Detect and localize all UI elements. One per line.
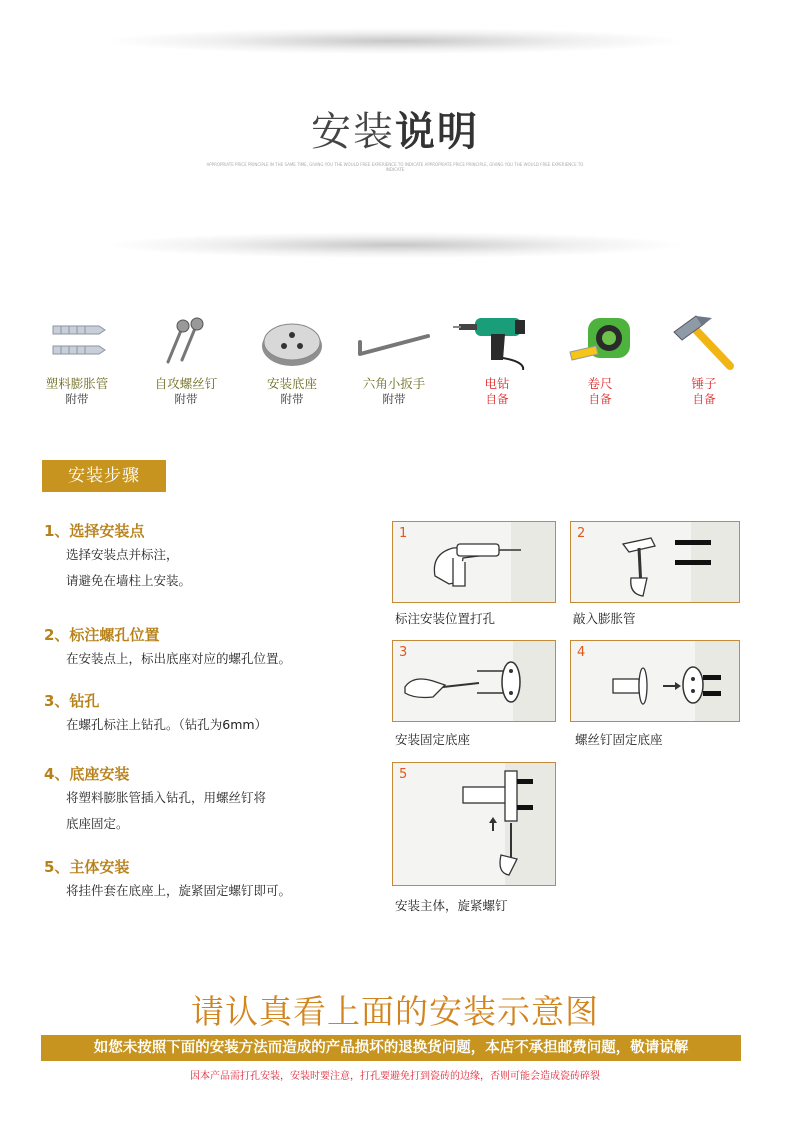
drill-icon (445, 310, 549, 370)
screw-icon (134, 310, 238, 370)
tool-status: 附带 (280, 392, 304, 406)
diagram-2 (570, 521, 740, 603)
tool-status: 自备 (485, 392, 509, 406)
wall-anchor-icon (25, 310, 129, 370)
tool-name: 电钻 (484, 376, 510, 391)
diagram-3 (392, 640, 556, 722)
step-line: 底座固定。 (66, 816, 129, 831)
diagram-number: 1 (399, 526, 408, 541)
tool-status: 自备 (588, 392, 612, 406)
tape-measure-icon (548, 310, 652, 370)
tool-name: 安装底座 (266, 376, 317, 391)
tool-name: 六角小扳手 (362, 376, 426, 391)
tool-status: 附带 (65, 392, 89, 406)
diagram-1 (392, 521, 556, 603)
step-title: 1、选择安装点 (44, 522, 145, 540)
step-5 (44, 856, 364, 904)
tool-hex-key (342, 310, 446, 407)
page-title: 安装说明 (311, 109, 479, 155)
step-title: 4、底座安装 (44, 765, 130, 783)
section-label: 安装步骤 (42, 460, 166, 492)
diagram-number: 4 (577, 645, 586, 660)
step-line: 在安装点上，标出底座对应的螺孔位置。 (66, 651, 292, 666)
header-bottom-shadow (110, 232, 680, 258)
tools-row (0, 310, 790, 420)
tool-status: 附带 (382, 392, 406, 406)
step-line: 将挂件套在底座上，旋紧固定螺钉即可。 (66, 883, 292, 898)
hex-key-icon (342, 310, 446, 370)
step-title: 2、标注螺孔位置 (44, 626, 160, 644)
page-header (0, 0, 790, 260)
step-line: 请避免在墙柱上安装。 (66, 573, 192, 588)
tool-status: 附带 (174, 392, 198, 406)
diagram-4 (570, 640, 740, 722)
step-1 (44, 520, 364, 594)
tool-base-plate (240, 310, 344, 407)
diagram-number: 2 (577, 526, 586, 541)
diagram-caption: 螺丝钉固定底座 (575, 732, 663, 747)
diagram-caption: 敲入膨胀管 (573, 611, 636, 626)
header-top-shadow (110, 28, 680, 54)
tool-screw (134, 310, 238, 407)
header-fine-print: APPROPRIATE PRICE PRINCIPLE IN THE SAME TIME, GIVING YOU THE WOULD FREE EXPERIENCE TO INDICATE APPROPRIATE PRICE PRINCIPLE, GIVING YOU THE WOULD FREE EXPERIENCE TO INDICATE (206, 162, 584, 172)
tool-wall-anchor (25, 310, 129, 407)
step-line: 在螺孔标注上钻孔。（钻孔为6mm） (66, 717, 268, 732)
base-plate-icon (240, 310, 344, 370)
footer-note: 因本产品需打孔安装，安装时要注意，打孔要避免打到瓷砖的边缘，否则可能会造成瓷砖碎裂 (190, 1071, 600, 1082)
step-title: 3、钻孔 (44, 692, 100, 710)
footer-disclaimer-bar: 如您未按照下面的安装方法而造成的产品损坏的退换货问题，本店不承担邮费问题，敬请谅解 (41, 1035, 741, 1061)
tool-hammer (652, 310, 756, 407)
diagram-number: 3 (399, 645, 408, 660)
step-line: 将塑料膨胀管插入钻孔，用螺丝钉将 (66, 790, 267, 805)
diagram-caption: 标注安装位置打孔 (395, 611, 496, 626)
diagram-caption: 安装固定底座 (395, 732, 471, 747)
tool-status: 自备 (692, 392, 716, 406)
step-3 (44, 690, 364, 738)
diagram-number: 5 (399, 767, 408, 782)
tool-name: 卷尺 (587, 376, 613, 391)
diagram-caption: 安装主体，旋紧螺钉 (395, 898, 508, 913)
tool-name: 锤子 (691, 376, 717, 391)
tool-tape-measure (548, 310, 652, 407)
step-4 (44, 763, 364, 837)
diagram-5 (392, 762, 556, 886)
hammer-icon (652, 310, 756, 370)
step-2 (44, 624, 364, 672)
step-line: 选择安装点并标注， (66, 547, 179, 562)
tool-name: 塑料膨胀管 (45, 376, 109, 391)
tool-drill (445, 310, 549, 407)
step-title: 5、主体安装 (44, 858, 130, 876)
tool-name: 自攻螺丝钉 (154, 376, 218, 391)
footer-headline: 请认真看上面的安装示意图 (191, 992, 599, 1031)
